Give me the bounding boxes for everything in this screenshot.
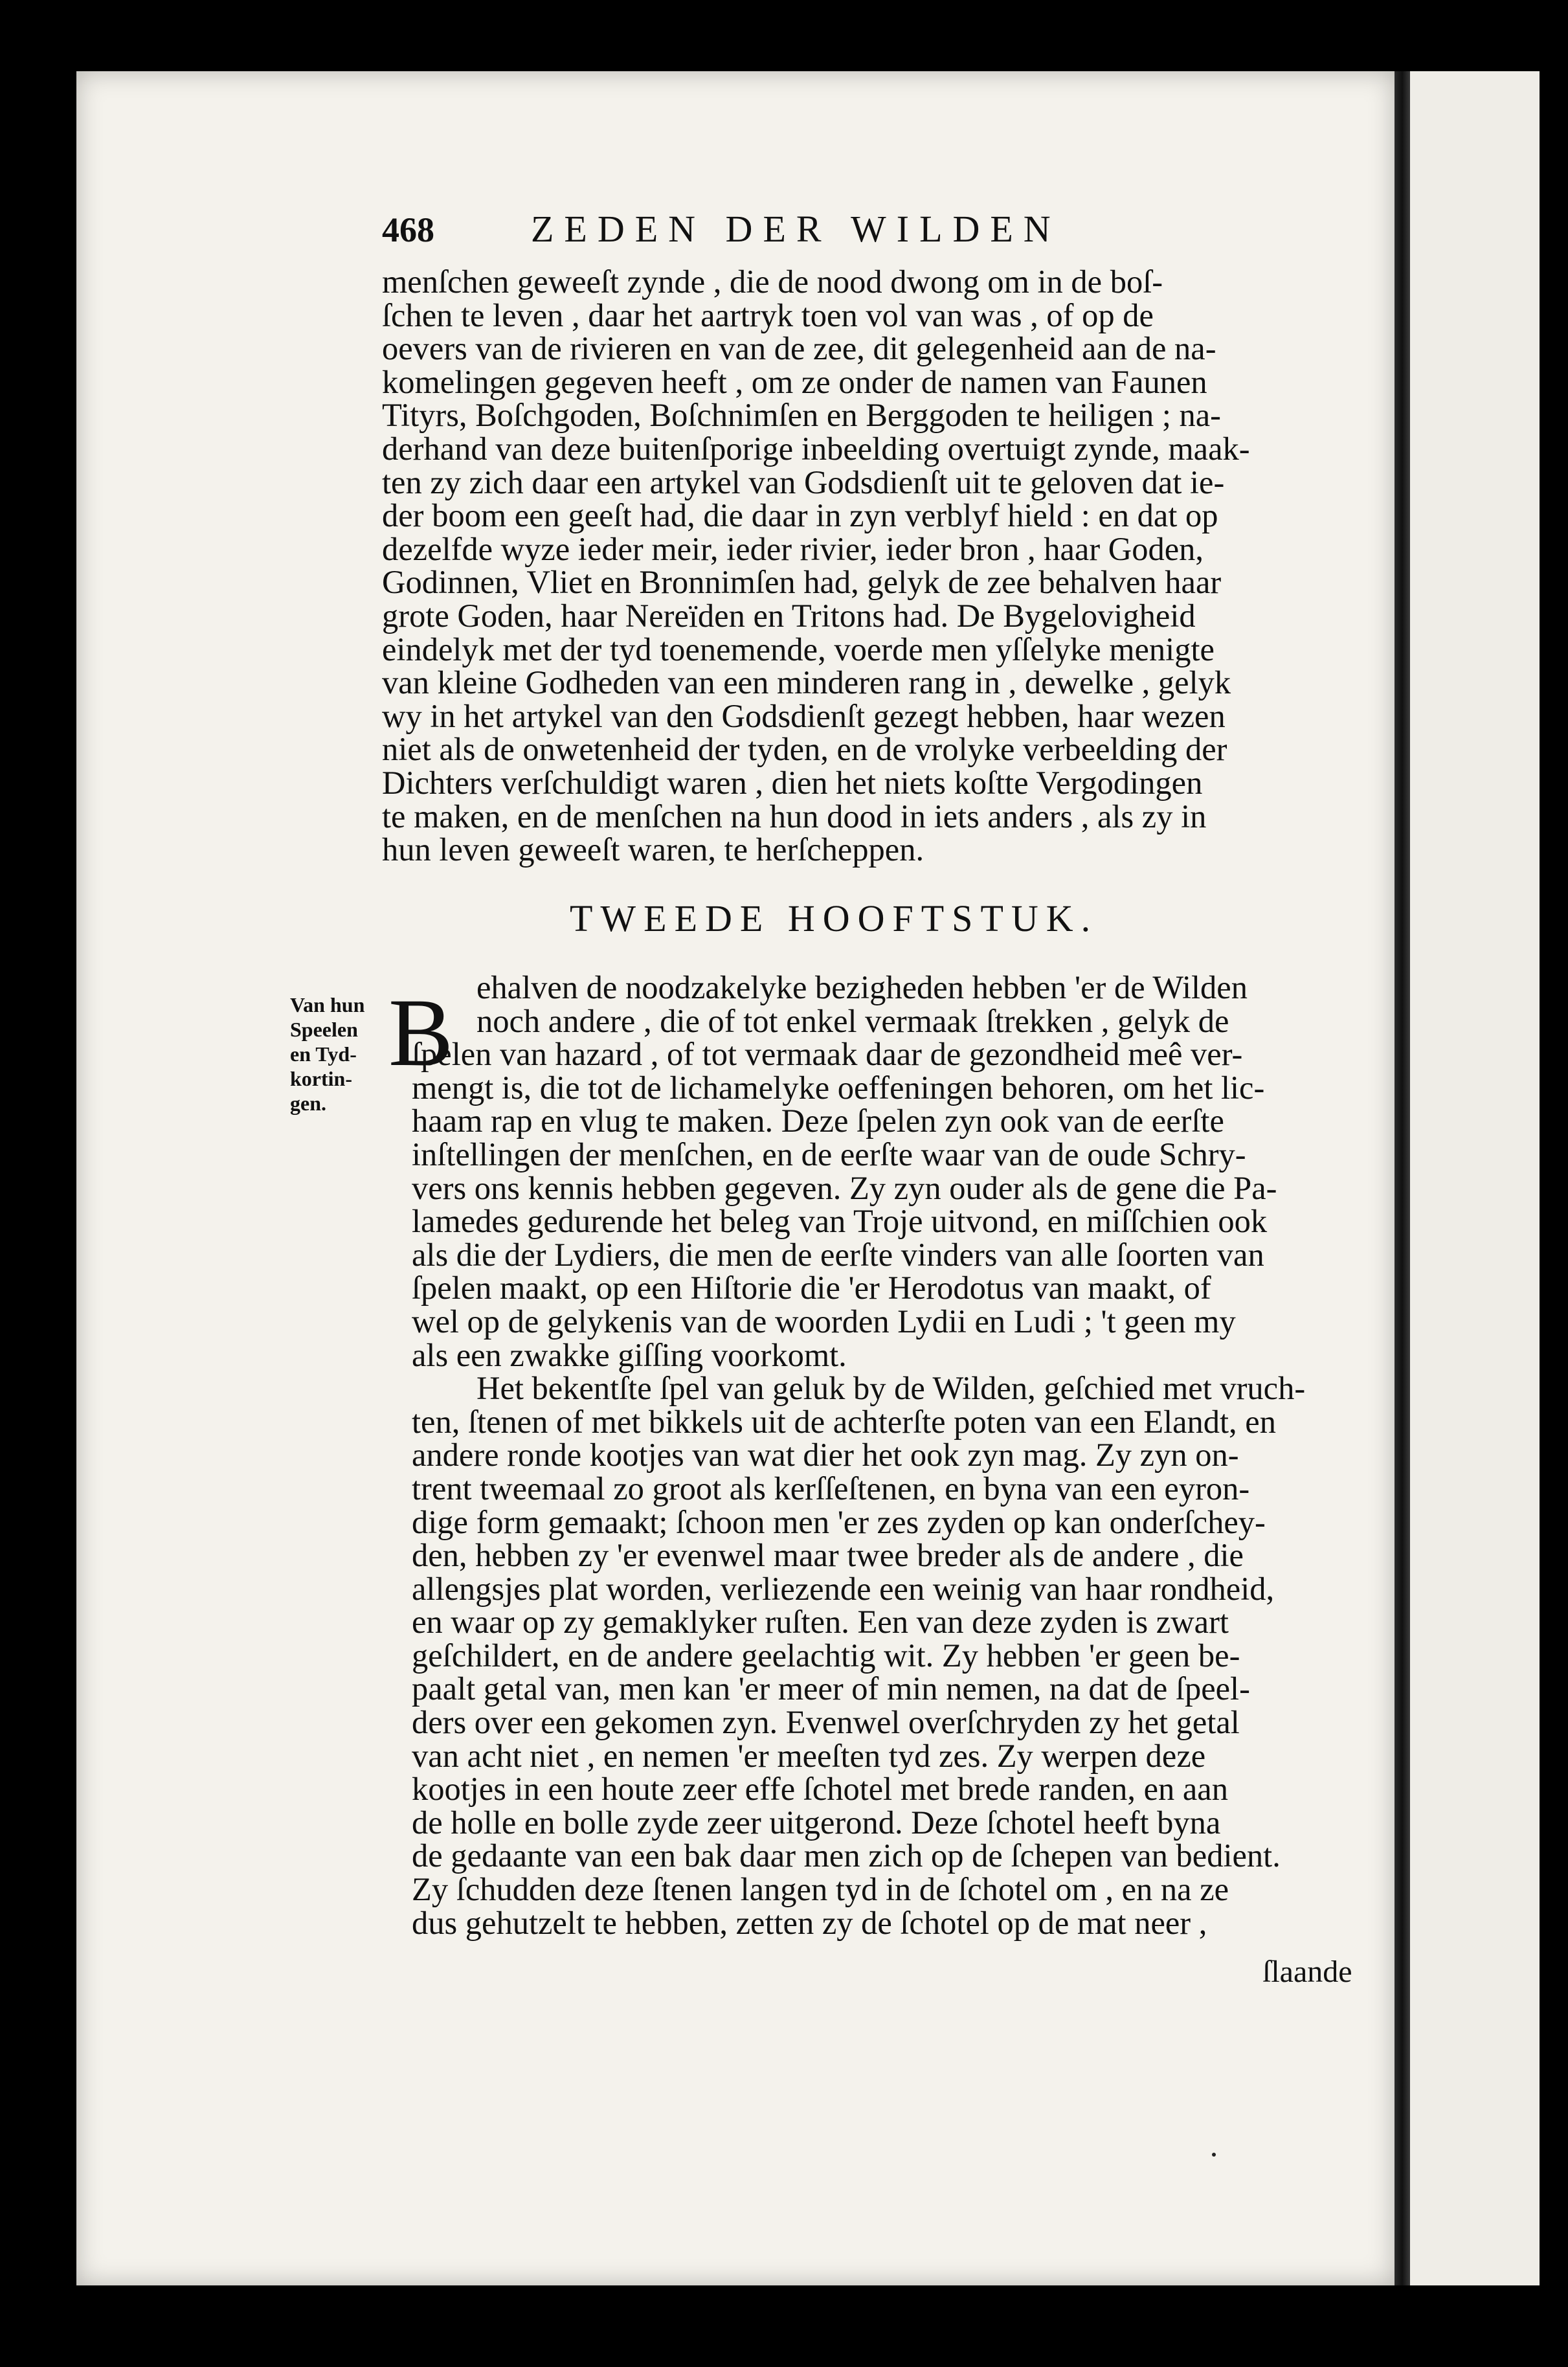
text-line: andere ronde kootjes van wat dier het ook zyn mag. Zy zyn on- — [412, 1437, 1239, 1474]
text-line: ſpelen maakt, op een Hiſtorie die 'er Herodotus van maakt, of — [412, 1270, 1211, 1307]
text-line: noch andere , die of tot enkel vermaak ſtrekken , gelyk de — [476, 1002, 1229, 1039]
text-line: dige form gemaakt; ſchoon men 'er zes zyden op kan onderſchey- — [412, 1503, 1266, 1540]
text-line: dus gehutzelt te hebben, zetten zy de ſchotel op de mat neer , — [412, 1904, 1207, 1941]
text-line: allengsjes plat worden, verliezende een weinig van haar rondheid, — [412, 1570, 1275, 1607]
book-gutter — [1394, 71, 1410, 2285]
text-line: de gedaante van een bak daar men zich op de ſchepen van bedient. — [412, 1837, 1281, 1874]
paragraph-1 — [382, 265, 1353, 867]
text-line: vers ons kennis hebben gegeven. Zy zyn ouder als de gene die Pa- — [412, 1169, 1277, 1206]
text-line: ſpelen van hazard , of tot vermaak daar de gezondheid meê ver- — [412, 1036, 1243, 1073]
catchword: ſlaande — [1262, 1955, 1352, 1989]
text-line: van kleine Godheden van een minderen rang in , dewelke , gelyk — [382, 664, 1231, 701]
margin-note — [290, 993, 394, 1116]
text-line: als die der Lydiers, die men de eerſte vinders van alle ſoorten van — [412, 1236, 1264, 1273]
text-line: ten zy zich daar een artykel van Godsdienſt uit te geloven dat ie- — [382, 464, 1225, 500]
text-line: den, hebben zy 'er evenwel maar twee breder als de andere , die — [412, 1537, 1244, 1574]
text-line: ten, ſtenen of met bikkels uit de achterſte poten van een Elandt, en — [412, 1403, 1276, 1440]
drop-cap: B — [388, 979, 454, 1086]
text-line: ſchen te leven , daar het aartryk toen vol van was , of op de — [382, 297, 1154, 333]
text-line: trent tweemaal zo groot als kerſſeſtenen, en byna van een eyron- — [412, 1470, 1250, 1507]
chapter-heading: TWEEDE HOOFTSTUK. — [570, 897, 1099, 939]
text-line: ders over een gekomen zyn. Evenwel overſchryden zy het getal — [412, 1704, 1240, 1741]
text-line: haam rap en vlug te maken. Deze ſpelen zyn ook van de eerſte — [412, 1103, 1224, 1139]
page-number: 468 — [382, 210, 434, 249]
text-line: der boom een geeſt had, die daar in zyn verblyf hield : en dat op — [382, 497, 1218, 534]
margin-note-line: Van hun — [290, 993, 365, 1016]
text-line: Dichters verſchuldigt waren , dien het niets koſtte Vergodingen — [382, 764, 1203, 801]
text-line: lamedes gedurende het beleg van Troje uitvond, en miſſchien ook — [412, 1203, 1268, 1240]
text-line: Zy ſchudden deze ſtenen langen tyd in de ſchotel om , en na ze — [412, 1871, 1229, 1908]
text-line: te maken, en de menſchen na hun dood in iets anders , als zy in — [382, 798, 1207, 835]
margin-note-line: kortin- — [290, 1067, 352, 1090]
ink-speck — [1212, 2153, 1216, 2157]
text-line: mengt is, die tot de lichamelyke oeffeningen behoren, om het lic- — [412, 1069, 1265, 1106]
text-line: derhand van deze buitenſporige inbeelding overtuigt zynde, maak- — [382, 430, 1250, 467]
text-line: kootjes in een houte zeer effe ſchotel met brede randen, en aan — [412, 1771, 1228, 1808]
page-header — [382, 207, 1237, 251]
text-line: Het bekentſte ſpel van geluk by de Wilden, geſchied met vruch- — [476, 1370, 1306, 1407]
text-line: ehalven de noodzakelyke bezigheden hebben 'er de Wilden — [476, 969, 1248, 1005]
text-line: paalt getal van, men kan 'er meer of min nemen, na dat de ſpeel- — [412, 1670, 1250, 1707]
text-line: de holle en bolle zyde zeer uitgerond. Deze ſchotel heeft byna — [412, 1804, 1221, 1841]
text-line: wel op de gelykenis van de woorden Lydii en Ludi ; 't geen my — [412, 1303, 1236, 1340]
margin-note-line: en Tyd- — [290, 1042, 357, 1066]
text-line: geſchildert, en de andere geelachtig wit. Zy hebben 'er geen be- — [412, 1637, 1240, 1674]
text-line: inſtellingen der menſchen, en de eerſte waar van de oude Schry- — [412, 1136, 1246, 1172]
text-line: oevers van de rivieren en van de zee, dit gelegenheid aan de na- — [382, 330, 1216, 367]
text-line: Tityrs, Boſchgoden, Boſchnimſen en Berggoden te heiligen ; na- — [382, 397, 1221, 434]
text-line: hun leven geweeſt waren, te herſcheppen. — [382, 831, 924, 868]
text-line: Godinnen, Vliet en Bronnimſen had, gelyk de zee behalven haar — [382, 564, 1222, 601]
text-line: wy in het artykel van den Godsdienſt gezegt hebben, haar wezen — [382, 697, 1226, 734]
text-line: en waar op zy gemaklyker ruſten. Een van deze zyden is zwart — [412, 1604, 1229, 1641]
margin-note-line: gen. — [290, 1092, 326, 1115]
text-line: als een zwakke giſſing voorkomt. — [412, 1336, 847, 1373]
text-line: dezelfde wyze ieder meir, ieder rivier, ieder bron , haar Goden, — [382, 530, 1204, 567]
text-line: komelingen gegeven heeft , om ze onder de namen van Faunen — [382, 363, 1207, 400]
facing-page-edge — [1410, 71, 1540, 2285]
running-title: ZEDEN DER WILDEN — [531, 208, 1061, 250]
text-line: eindelyk met der tyd toenemende, voerde men yſſelyke menigte — [382, 631, 1215, 667]
text-line: van acht niet , en nemen 'er meeſten tyd zes. Zy werpen deze — [412, 1737, 1206, 1774]
text-line: niet als de onwetenheid der tyden, en de vrolyke verbeelding der — [382, 731, 1227, 768]
paragraph-2-and-3 — [412, 971, 1357, 1940]
text-line: grote Goden, haar Nereïden en Tritons had. De Bygelovigheid — [382, 597, 1196, 634]
text-line: menſchen geweeſt zynde , die de nood dwong om in de boſ- — [382, 264, 1163, 300]
margin-note-line: Speelen — [290, 1018, 358, 1041]
